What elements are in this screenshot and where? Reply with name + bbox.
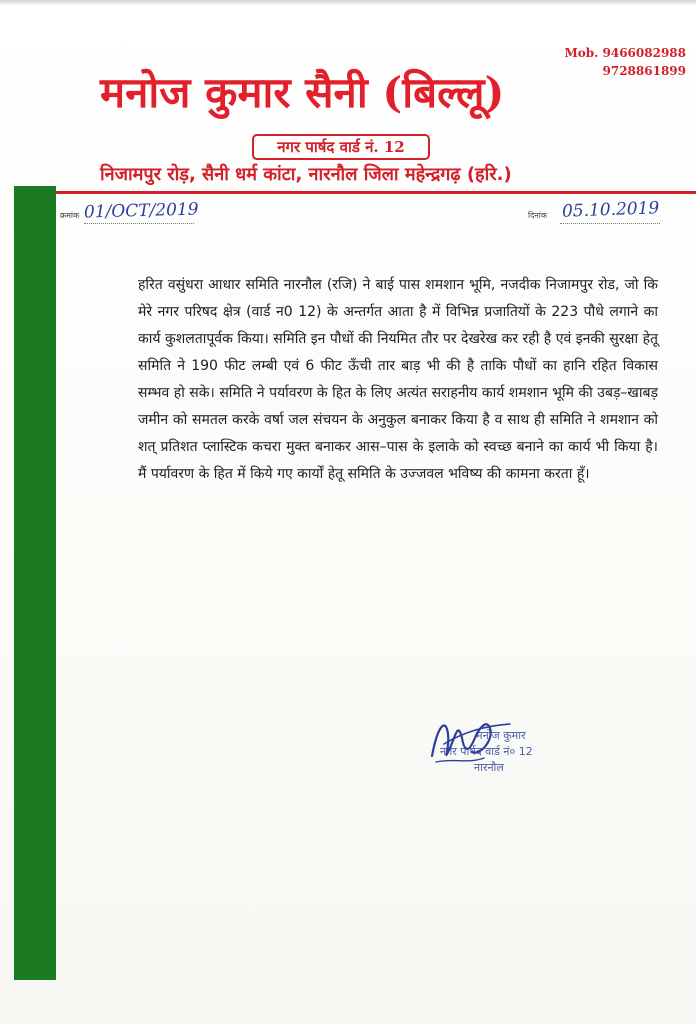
designation-box: नगर पार्षद वार्ड नं. 12 [252, 134, 430, 160]
mobile-numbers [564, 44, 686, 80]
header-divider [40, 191, 696, 194]
date-label: दिनांक [528, 211, 547, 220]
stamp-name: मनोज कुमार [476, 729, 526, 742]
letter-body [138, 272, 658, 488]
letter-paragraph: हरित वसुंधरा आधार समिति नारनौल (रजि) ने बाई पास शमशान भूमि, नजदीक निजामपुर रोड, जो कि मेरे नगर परिषद क्षेत्र (वार्ड न0 12) के अन्तर्गत आता है में विभिन्न प्रजातियों के 223 पौधे लगाने का कार्य कुशलतापूर्वक किया। समिति इन पौधों की नियमित तौर पर देखरेख कर रही है एवं इनकी सुरक्षा हेतू समिति ने 190 फीट लम्बी एवं 6 फीट ऊँची तार बाड़ भी की है ताकि पौधों का हानि रहित विकास सम्भव हो सके। समिति ने पर्यावरण के हित के लिए अत्यंत सराहनीय कार्य शमशान भूमि की उबड़–खाबड़ जमीन को समतल करके वर्षा जल संचयन के अनुकुल बनाकर किया है व साथ ही समिति ने शमशान को शत् प्रतिशत प्लास्टिक कचरा मुक्त बनाकर आस–पास के इलाके को स्वच्छ बनाने का कार्य भी किया है। मैं पर्यावरण के हित में किये गए कार्यों हेतू समिति के उज्जवल भविष्य की कामना करता हूँ। [138, 277, 658, 482]
page-edge-shadow [0, 0, 696, 6]
official-stamp [440, 728, 580, 776]
date-dotted-line [560, 222, 660, 224]
side-green-bar [14, 186, 56, 980]
stamp-designation: नगर पार्षद वार्ड नं० 12 [440, 745, 533, 758]
reference-dotted-line [84, 222, 194, 224]
stamp-place: नारनौल [474, 761, 504, 774]
letterhead-name: मनोज कुमार सैनी (बिल्लू) [100, 68, 505, 117]
date-value: 05.10.2019 [561, 198, 660, 222]
letterhead-address: निजामपुर रोड़, सैनी धर्म कांटा, नारनौल जिला महेन्द्रगढ़ (हरि.) [100, 164, 512, 185]
mobile-number-1: Mob. 9466082988 [564, 46, 686, 60]
reference-number: 01/OCT/2019 [83, 199, 199, 223]
mobile-number-2: 9728861899 [602, 64, 686, 78]
reference-label: क्रमांक [60, 211, 80, 220]
